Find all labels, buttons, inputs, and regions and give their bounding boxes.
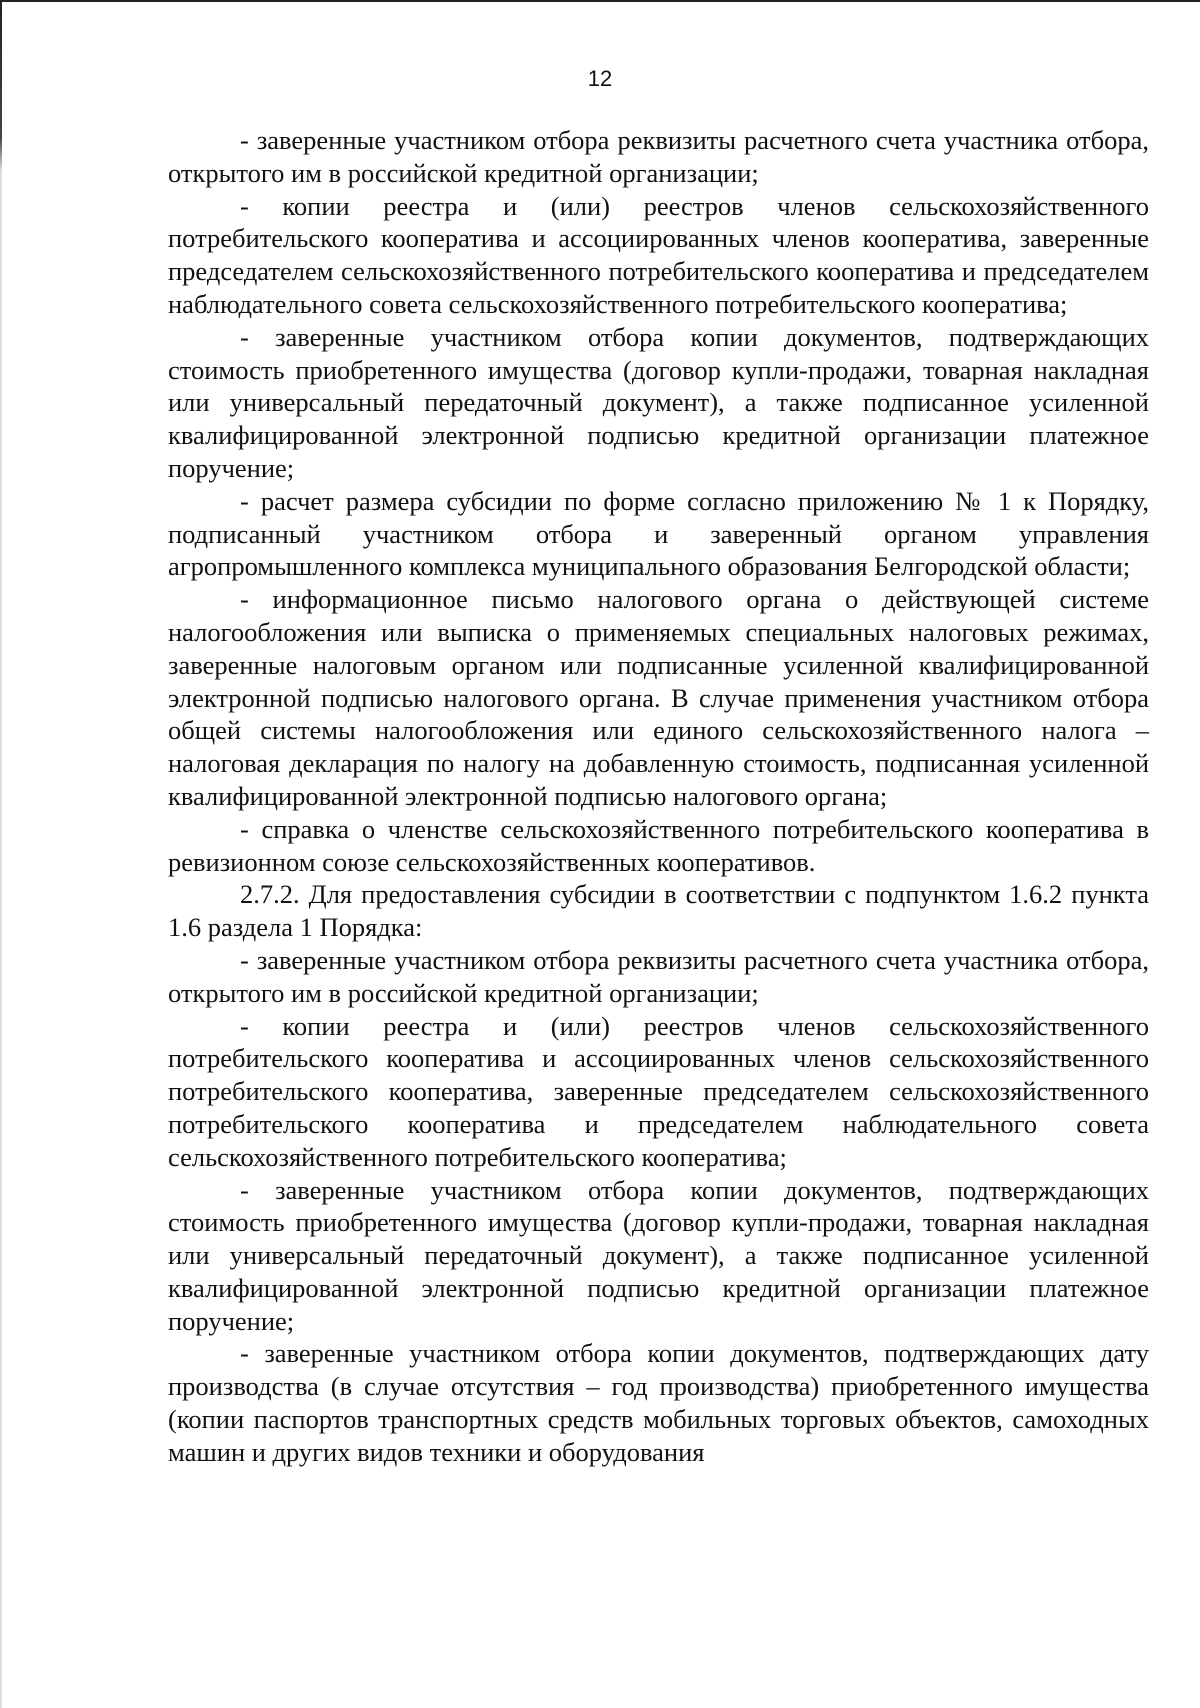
paragraph-audit-union-certificate: - справка о членстве сельскохозяйственного потребительского кооператива в ревизионном союзе сельскохозяйственных кооперативов. [168,813,1149,877]
document-body [168,124,1149,1469]
scan-edge-top [0,0,1200,2]
paragraph-cost-documents-1: - заверенные участником отбора копии документов, подтверждающих стоимость приобретенного имущества (договор купли-продажи, товарная накладная или универсальный передаточный документ), а также подписанное усиленной квалифицированной электронной подписью кредитной организации платежное поручение; [168,321,1149,483]
page-number: 12 [587,66,613,91]
paragraph-production-date-documents: - заверенные участником отбора копии документов, подтверждающих дату производства (в случае отсутствия – год производства) приобретенного имущества (копии паспортов транспортных средств мобильных торговых объектов, самоходных машин и других видов техники и оборудования [168,1338,1149,1467]
paragraph-cost-documents-2: - заверенные участником отбора копии документов, подтверждающих стоимость приобретенного имущества (договор купли-продажи, товарная накладная или универсальный передаточный документ), а также подписанное усиленной квалифицированной электронной подписью кредитной организации платежное поручение; [168,1174,1149,1336]
scan-edge-left [0,0,2,1708]
paragraph-account-details-2: - заверенные участником отбора реквизиты расчетного счета участника отбора, открытого им в российской кредитной организации; [168,944,1149,1008]
paragraph-tax-letter: - информационное письмо налогового органа о действующей системе налогообложения или выписка о применяемых специальных налоговых режимах, заверенные налоговым органом или подписанные усиленной квалифицированной электронной подписью налогового органа. В случае применения участником отбора общей системы налогообложения или единого сельскохозяйственного налога – налоговая декларация по налогу на добавленную стоимость, подписанная усиленной квалифицированной электронной подписью налогового органа; [168,584,1149,811]
paragraph-member-registry-2: - копии реестра и (или) реестров членов сельскохозяйственного потребительского кооператива и ассоциированных членов сельскохозяйственного потребительского кооператива, заверенные председателем сельскохозяйственного потребительского кооператива и председателем наблюдательного совета сельскохозяйственного потребительского кооператива; [168,1010,1149,1172]
paragraph-section-2-7-2: 2.7.2. Для предоставления субсидии в соответствии с подпунктом 1.6.2 пункта 1.6 раздела 1 Порядка: [168,879,1149,943]
paragraph-subsidy-calculation: - расчет размера субсидии по форме согласно приложению № 1 к Порядку, подписанный участником отбора и заверенный органом управления агропромышленного комплекса муниципального образования Белгородской области; [168,485,1149,582]
paragraph-account-details-1: - заверенные участником отбора реквизиты расчетного счета участника отбора, открытого им в российской кредитной организации; [168,125,1149,188]
paragraph-member-registry-1: - копии реестра и (или) реестров членов сельскохозяйственного потребительского кооператива и ассоциированных членов кооператива, заверенные председателем сельскохозяйственного потребительского кооператива и председателем наблюдательного совета сельскохозяйственного потребительского кооператива; [168,190,1149,319]
